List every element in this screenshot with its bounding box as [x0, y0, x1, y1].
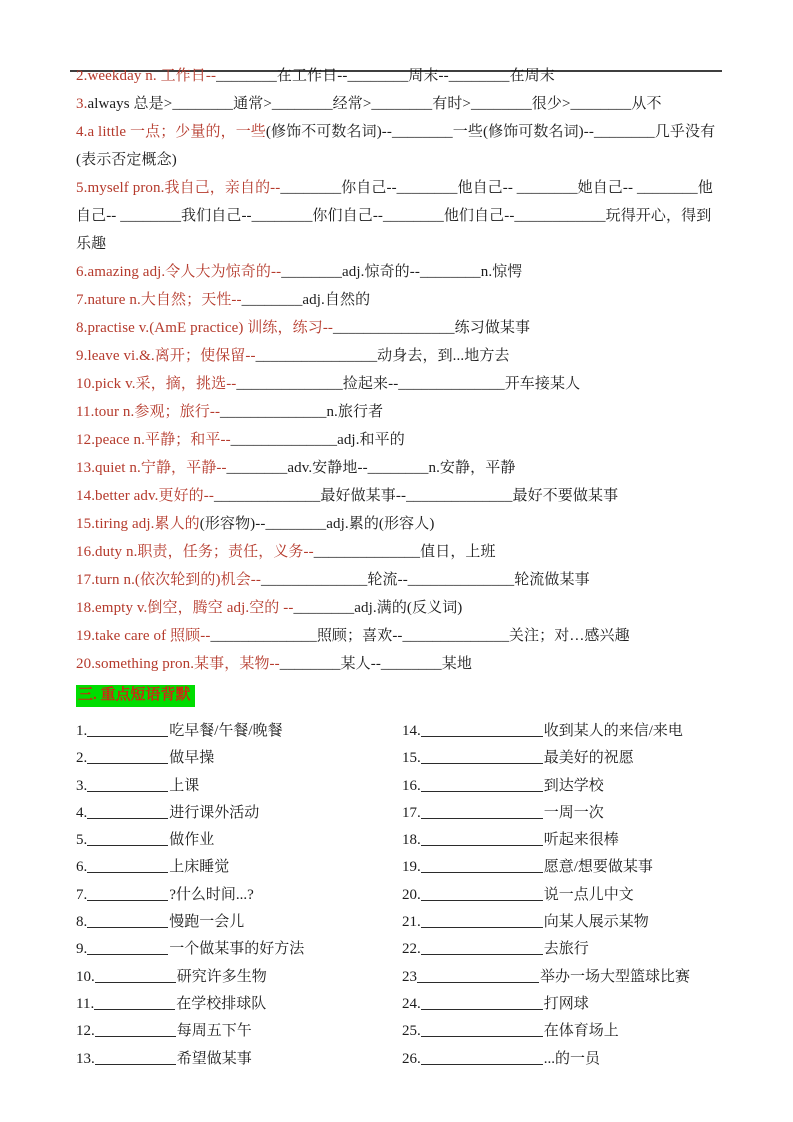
- phrase-number: 25.: [402, 1023, 421, 1040]
- phrase-meaning: 最美好的祝愿: [543, 750, 634, 767]
- vocab-item: [76, 594, 724, 622]
- vocab-item: [76, 538, 724, 566]
- phrase-meaning: 向某人展示某物: [543, 914, 649, 931]
- phrase-number: 22.: [402, 941, 421, 958]
- answer-blank: [421, 775, 543, 792]
- vocab-item: [76, 622, 724, 650]
- phrase-item: [76, 745, 402, 772]
- phrase-item: [402, 909, 724, 936]
- vocab-item: [76, 90, 724, 118]
- phrase-meaning: 打网球: [543, 995, 589, 1012]
- vocab-term: 6.amazing adj.令人大为惊奇的--: [76, 264, 282, 280]
- answer-blank: [87, 747, 168, 764]
- phrase-item: [402, 882, 724, 909]
- vocab-term: 2.weekday n. 工作日--: [76, 68, 217, 84]
- vocab-blanks-text: ________adv.安静地--________n.安静，平静: [226, 460, 516, 476]
- answer-blank: [87, 802, 168, 819]
- answer-blank: [421, 720, 543, 737]
- vocab-blanks-text: ________________练习做某事: [333, 320, 531, 336]
- phrase-item: [76, 718, 402, 745]
- phrase-meaning: 上床睡觉: [169, 859, 230, 876]
- phrase-item: [76, 1018, 402, 1045]
- phrase-number: 19.: [402, 859, 421, 876]
- vocab-blanks-text: ______________n.旅行者: [220, 404, 384, 420]
- vocab-item: [76, 426, 724, 454]
- phrase-meaning: 一个做某事的好方法: [169, 941, 305, 958]
- phrase-meaning: 愿意/想要做某事: [543, 859, 653, 876]
- vocab-term: 20.something pron.某事，某物--: [76, 656, 280, 672]
- vocab-blanks-text: (修饰不可数名词)--________一些(修饰可数名词)--________几乎没有(表示否定概念): [76, 124, 716, 168]
- answer-blank: [421, 829, 543, 846]
- phrase-number: 13.: [76, 1050, 95, 1067]
- phrase-number: 6.: [76, 859, 88, 876]
- phrase-meaning: 听起来很棒: [543, 832, 619, 849]
- phrase-item: [402, 1046, 724, 1073]
- phrase-number: 23: [402, 968, 417, 985]
- phrase-number: 26.: [402, 1050, 421, 1067]
- vocab-item: [76, 342, 724, 370]
- phrase-item: [76, 909, 402, 936]
- phrase-number: 24.: [402, 995, 421, 1012]
- vocab-item: [76, 258, 724, 286]
- phrase-item: [76, 882, 402, 909]
- vocab-item: [76, 510, 724, 538]
- phrase-meaning: 在学校排球队: [176, 995, 267, 1012]
- vocab-item: [76, 62, 724, 90]
- vocab-term: 10.pick v.采，摘，挑选--: [76, 376, 237, 392]
- vocab-term: 18.empty v.倒空，腾空 adj.空的 --: [76, 600, 294, 616]
- vocab-blanks-text: always 总是>________通常>________经常>________有时>________很少>________从不: [87, 96, 662, 112]
- phrase-item: [76, 827, 402, 854]
- vocab-term: 3.: [76, 96, 88, 112]
- answer-blank: [87, 720, 168, 737]
- phrase-meaning: 每周五下午: [176, 1023, 252, 1040]
- phrase-item: [76, 964, 402, 991]
- document-content: [76, 62, 724, 1073]
- vocab-blanks-text: (形容物)--________adj.累的(形容人): [199, 516, 435, 532]
- phrase-number: 5.: [76, 832, 88, 849]
- vocab-blanks-text: ______________adj.和平的: [230, 432, 405, 448]
- phrase-meaning: 上课: [169, 777, 200, 794]
- phrase-item: [402, 800, 724, 827]
- vocab-term: 17.turn n.(依次轮到的)机会--: [76, 572, 261, 588]
- answer-blank: [421, 1048, 543, 1065]
- phrase-number: 17.: [402, 804, 421, 821]
- answer-blank: [421, 802, 543, 819]
- phrase-meaning: 在体育场上: [543, 1023, 619, 1040]
- phrase-item: [402, 745, 724, 772]
- vocab-term: 16.duty n.职责，任务；责任，义务--: [76, 544, 314, 560]
- vocab-item: [76, 174, 724, 258]
- answer-blank: [87, 884, 168, 901]
- answer-blank: [421, 856, 543, 873]
- answer-blank: [95, 966, 176, 983]
- vocab-term: 5.myself pron.我自己，亲自的--: [76, 180, 281, 196]
- answer-blank: [94, 993, 175, 1010]
- answer-blank: [87, 829, 168, 846]
- vocab-term: 7.nature n.大自然；天性--: [76, 292, 242, 308]
- phrase-number: 8.: [76, 914, 88, 931]
- phrase-number: 12.: [76, 1023, 95, 1040]
- phrase-item: [402, 773, 724, 800]
- phrase-meaning: 一周一次: [543, 804, 604, 821]
- vocab-item: [76, 286, 724, 314]
- answer-blank: [421, 911, 543, 928]
- phrase-number: 20.: [402, 886, 421, 903]
- phrase-number: 4.: [76, 804, 88, 821]
- phrase-meaning: 研究许多生物: [176, 968, 267, 985]
- vocab-blanks-text: ________在工作日--________周末--________在周末: [216, 68, 555, 84]
- vocab-blanks-text: ________________动身去，到...地方去: [255, 348, 510, 364]
- phrase-item: [76, 936, 402, 963]
- vocab-item: [76, 482, 724, 510]
- phrase-item: [402, 991, 724, 1018]
- phrase-item: [402, 1018, 724, 1045]
- phrase-meaning: 到达学校: [543, 777, 604, 794]
- answer-blank: [87, 856, 168, 873]
- vocab-blanks-text: ______________最好做某事--______________最好不要做某事: [213, 488, 619, 504]
- phrase-item: [76, 854, 402, 881]
- vocab-term: 12.peace n.平静；和平--: [76, 432, 231, 448]
- phrase-number: 3.: [76, 777, 88, 794]
- vocab-item: [76, 566, 724, 594]
- phrase-item: [76, 1046, 402, 1073]
- vocab-item: [76, 650, 724, 678]
- vocab-item: [76, 314, 724, 342]
- phrase-column-left: [76, 718, 402, 1073]
- answer-blank: [421, 993, 543, 1010]
- phrase-item: [76, 991, 402, 1018]
- phrase-meaning: 进行课外活动: [169, 804, 260, 821]
- phrase-number: 15.: [402, 750, 421, 767]
- vocab-item: [76, 370, 724, 398]
- phrase-item: [402, 854, 724, 881]
- vocab-term: 19.take care of 照顾--: [76, 628, 211, 644]
- phrase-item: [402, 964, 724, 991]
- phrase-meaning: 去旅行: [543, 941, 589, 958]
- phrase-number: 21.: [402, 914, 421, 931]
- vocab-item: [76, 118, 724, 174]
- vocab-blanks-text: ______________捡起来--______________开车接某人: [236, 376, 581, 392]
- phrase-item: [402, 936, 724, 963]
- phrase-item: [402, 827, 724, 854]
- vocab-blanks-text: ________adj.满的(反义词): [293, 600, 463, 616]
- phrase-meaning: ...的一员: [543, 1050, 601, 1067]
- answer-blank: [87, 775, 168, 792]
- phrase-meaning: 希望做某事: [176, 1050, 252, 1067]
- answer-blank: [421, 1020, 543, 1037]
- answer-blank: [421, 884, 543, 901]
- vocab-blanks-text: ________adj.惊奇的--________n.惊愕: [281, 264, 523, 280]
- vocab-term: 4.a little 一点；少量的，一些: [76, 124, 266, 140]
- vocab-list: [76, 62, 724, 678]
- phrase-meaning: ?什么时间...?: [169, 886, 254, 903]
- phrase-number: 1.: [76, 723, 88, 739]
- phrase-number: 7.: [76, 886, 88, 903]
- phrase-meaning: 做早操: [169, 750, 215, 767]
- phrase-number: 18.: [402, 832, 421, 849]
- answer-blank: [417, 966, 539, 983]
- vocab-blanks-text: ________你自己--________他自己-- ________她自己-- ________他自己-- ________我们自己--________你们自己--________他们自己--____________玩得开心，得到乐趣: [76, 180, 713, 252]
- phrase-meaning: 慢跑一会儿: [169, 914, 245, 931]
- answer-blank: [87, 938, 168, 955]
- phrase-meaning: 吃早餐/午餐/晚餐: [169, 723, 283, 739]
- phrase-item: [76, 773, 402, 800]
- phrase-meaning: 收到某人的来信/来电: [543, 723, 683, 739]
- answer-blank: [95, 1048, 176, 1065]
- vocab-blanks-text: ______________值日，上班: [313, 544, 496, 560]
- vocab-term: 8.practise v.(AmE practice) 训练，练习--: [76, 320, 334, 336]
- answer-blank: [87, 911, 168, 928]
- answer-blank: [95, 1020, 176, 1037]
- phrase-number: 10.: [76, 968, 95, 985]
- section-header: 三. 重点短语背默: [76, 685, 195, 707]
- phrase-number: 16.: [402, 777, 421, 794]
- answer-blank: [421, 938, 543, 955]
- phrase-item: [76, 800, 402, 827]
- vocab-blanks-text: ______________照顾；喜欢--______________关注；对…感兴趣: [210, 628, 630, 644]
- vocab-item: [76, 454, 724, 482]
- phrase-number: 11.: [76, 995, 95, 1012]
- phrase-number: 2.: [76, 750, 88, 767]
- answer-blank: [421, 747, 543, 764]
- vocab-item: [76, 398, 724, 426]
- vocab-term: 13.quiet n.宁静，平静--: [76, 460, 227, 476]
- phrase-meaning: 做作业: [169, 832, 215, 849]
- vocab-term: 9.leave vi.&.离开；使保留--: [76, 348, 256, 364]
- vocab-blanks-text: ________某人--________某地: [279, 656, 472, 672]
- phrase-number: 14.: [402, 723, 421, 739]
- vocab-term: 11.tour n.参观；旅行--: [76, 404, 221, 420]
- phrase-number: 9.: [76, 941, 88, 958]
- vocab-blanks-text: ________adj.自然的: [241, 292, 371, 308]
- vocab-blanks-text: ______________轮流--______________轮流做某事: [261, 572, 590, 588]
- phrase-meaning: 说一点儿中文: [543, 886, 634, 903]
- phrase-item: [402, 718, 724, 745]
- phrase-column-right: [402, 718, 724, 1073]
- vocab-term: 14.better adv.更好的--: [76, 488, 214, 504]
- vocab-term: 15.tiring adj.累人的: [76, 516, 200, 532]
- phrase-list: [76, 718, 724, 1073]
- phrase-meaning: 举办一场大型篮球比赛: [540, 968, 691, 985]
